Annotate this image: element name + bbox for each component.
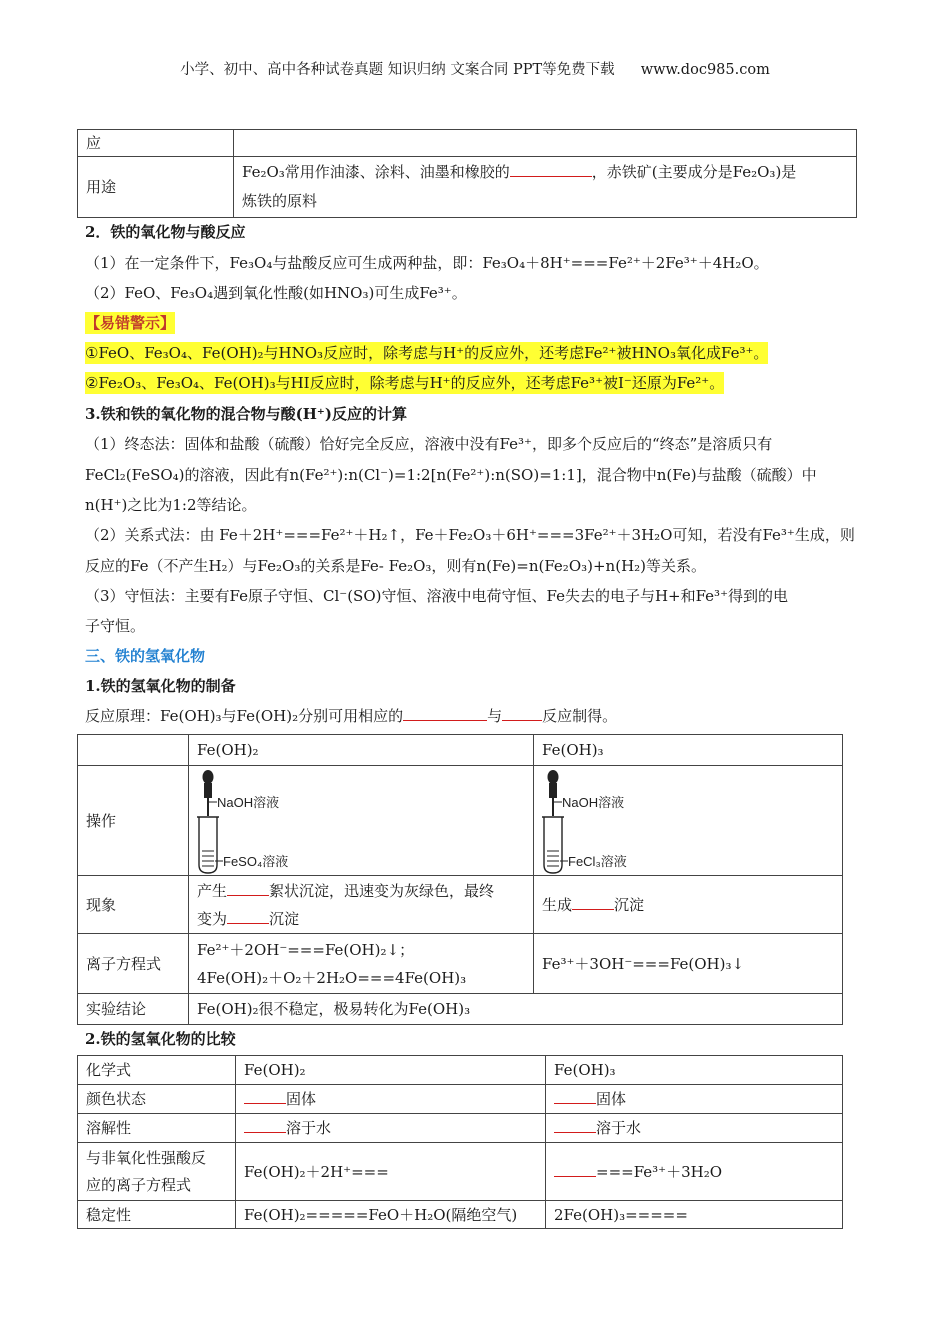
table-cell: 溶于水 xyxy=(546,1114,843,1143)
comparison-table xyxy=(77,1055,843,1229)
header-left-text: 小学、初中、高中各种试卷真题 知识归纳 文案合同 PPT等免费下载 xyxy=(180,62,615,78)
table-header-cell: Fe(OH)₂ xyxy=(189,735,534,766)
fill-blank[interactable] xyxy=(244,1118,286,1133)
warning-item: ②Fe₂O₃、Fe₃O₄、Fe(OH)₃与HI反应时，除考虑与H⁺的反应外，还考虑Fe³⁺被I⁻还原为Fe²⁺。 xyxy=(85,374,725,392)
preparation-table xyxy=(77,734,843,1025)
paragraph: 反应的Fe（不产生H₂）与Fe₂O₃的关系是Fe- Fe₂O₃，则有n(Fe)=n(Fe₂O₃)+n(H₂)等关系。 xyxy=(85,557,707,575)
table-cell: 生成 沉淀 xyxy=(534,876,843,934)
apparatus-cell xyxy=(189,766,534,876)
fill-blank[interactable] xyxy=(227,881,269,896)
svg-text:FeSO₄溶液: FeSO₄溶液 xyxy=(223,853,289,869)
table-cell: Fe₂O₃常用作油漆、涂料、油墨和橡胶的 ，赤铁矿(主要成分是Fe₂O₃)是 炼铁的原料 xyxy=(234,157,857,218)
table-cell: 离子方程式 xyxy=(78,934,189,994)
table-cell: 产生 絮状沉淀，迅速变为灰绿色，最终 变为 沉淀 xyxy=(189,876,534,934)
table-cell xyxy=(78,735,189,766)
paragraph: 反应原理：Fe(OH)₃与Fe(OH)₂分别可用相应的 与 反应制得。 xyxy=(85,707,618,725)
paragraph: 子守恒。 xyxy=(85,617,146,635)
table-cell xyxy=(234,130,857,157)
table-cell: Fe³⁺＋3OH⁻===Fe(OH)₃↓ xyxy=(534,934,843,994)
svg-text:NaOH溶液: NaOH溶液 xyxy=(562,794,625,810)
fill-blank[interactable] xyxy=(510,162,592,177)
page-header xyxy=(0,58,950,79)
svg-text:FeCl₃溶液: FeCl₃溶液 xyxy=(568,853,627,869)
table-cell: 操作 xyxy=(78,766,189,876)
table-header-cell: 化学式 xyxy=(78,1056,236,1085)
fill-blank[interactable] xyxy=(554,1162,596,1177)
part-heading: 三、铁的氢氧化物 xyxy=(85,647,206,665)
fill-blank[interactable] xyxy=(244,1089,286,1104)
table-header-cell: Fe(OH)₃ xyxy=(534,735,843,766)
table-cell: Fe(OH)₂＋2H⁺=== xyxy=(236,1143,546,1201)
table-header-cell: Fe(OH)₃ xyxy=(546,1056,843,1085)
fill-blank[interactable] xyxy=(572,895,614,910)
warning-item: ①FeO、Fe₃O₄、Fe(OH)₂与HNO₃反应时，除考虑与H⁺的反应外，还考虑Fe²⁺被HNO₃氧化成Fe³⁺。 xyxy=(85,344,769,362)
table-cell: 稳定性 xyxy=(78,1201,236,1229)
section-title: 2.铁的氢氧化物的比较 xyxy=(85,1030,236,1048)
paragraph: （2）关系式法：由 Fe＋2H⁺===Fe²⁺＋H₂↑，Fe＋Fe₂O₃＋6H⁺===3Fe²⁺＋3H₂O可知，若没有Fe³⁺生成，则 xyxy=(85,526,855,544)
table-header-cell: Fe(OH)₂ xyxy=(236,1056,546,1085)
fill-blank[interactable] xyxy=(403,706,487,721)
paragraph: FeCl₂(FeSO₄)的溶液，因此有n(Fe²⁺):n(Cl⁻)=1:2[n(Fe²⁺):n(SO)=1:1]，混合物中n(Fe)与盐酸（硫酸）中 xyxy=(85,466,817,484)
table-cell: 用途 xyxy=(78,157,234,218)
test-tube-apparatus-fe-oh-3 xyxy=(540,767,670,875)
paragraph: （2）FeO、Fe₃O₄遇到氧化性酸(如HNO₃)可生成Fe³⁺。 xyxy=(85,284,467,302)
table-cell: 溶于水 xyxy=(236,1114,546,1143)
header-site-link[interactable]: www.doc985.com xyxy=(640,62,770,78)
paragraph: （1）在一定条件下，Fe₃O₄与盐酸反应可生成两种盐，即：Fe₃O₄＋8H⁺===Fe²⁺＋2Fe³⁺＋4H₂O。 xyxy=(85,254,769,272)
section-title: 3.铁和铁的氧化物的混合物与酸(H⁺)反应的计算 xyxy=(85,405,407,423)
fill-blank[interactable] xyxy=(502,706,542,721)
section-title: 1.铁的氢氧化物的制备 xyxy=(85,677,236,695)
paragraph: （1）终态法：固体和盐酸（硫酸）恰好完全反应，溶液中没有Fe³⁺，即多个反应后的“终态”是溶质只有 xyxy=(85,435,773,453)
table-cell: 颜色状态 xyxy=(78,1085,236,1114)
fill-blank[interactable] xyxy=(554,1089,596,1104)
table-cell: 2Fe(OH)₃===== xyxy=(546,1201,843,1229)
table-cell: Fe²⁺＋2OH⁻===Fe(OH)₂↓； 4Fe(OH)₂＋O₂＋2H₂O===4Fe(OH)₃ xyxy=(189,934,534,994)
fill-blank[interactable] xyxy=(227,909,269,924)
table-cell: 固体 xyxy=(236,1085,546,1114)
table-cell: 现象 xyxy=(78,876,189,934)
table-cell: Fe(OH)₂很不稳定，极易转化为Fe(OH)₃ xyxy=(189,994,843,1025)
table-cell: 固体 xyxy=(546,1085,843,1114)
table-cell: 应 xyxy=(78,130,234,157)
paragraph: n(H⁺)之比为1:2等结论。 xyxy=(85,496,257,514)
svg-text:NaOH溶液: NaOH溶液 xyxy=(217,794,280,810)
apparatus-cell xyxy=(534,766,843,876)
table-cell: ===Fe³⁺＋3H₂O xyxy=(546,1143,843,1201)
table-cell: 溶解性 xyxy=(78,1114,236,1143)
oxide-continuation-table xyxy=(77,129,857,218)
warning-title: 【易错警示】 xyxy=(85,314,176,332)
table-cell: Fe(OH)₂=====FeO＋H₂O(隔绝空气) xyxy=(236,1201,546,1229)
fill-blank[interactable] xyxy=(554,1118,596,1133)
test-tube-apparatus-fe-oh-2 xyxy=(195,767,325,875)
paragraph: （3）守恒法：主要有Fe原子守恒、Cl⁻(SO)守恒、溶液中电荷守恒、Fe失去的电子与H+和Fe³⁺得到的电 xyxy=(85,587,788,605)
table-cell: 实验结论 xyxy=(78,994,189,1025)
section-title: 2．铁的氧化物与酸反应 xyxy=(85,223,246,241)
table-cell: 与非氧化性强酸反 应的离子方程式 xyxy=(78,1143,236,1201)
